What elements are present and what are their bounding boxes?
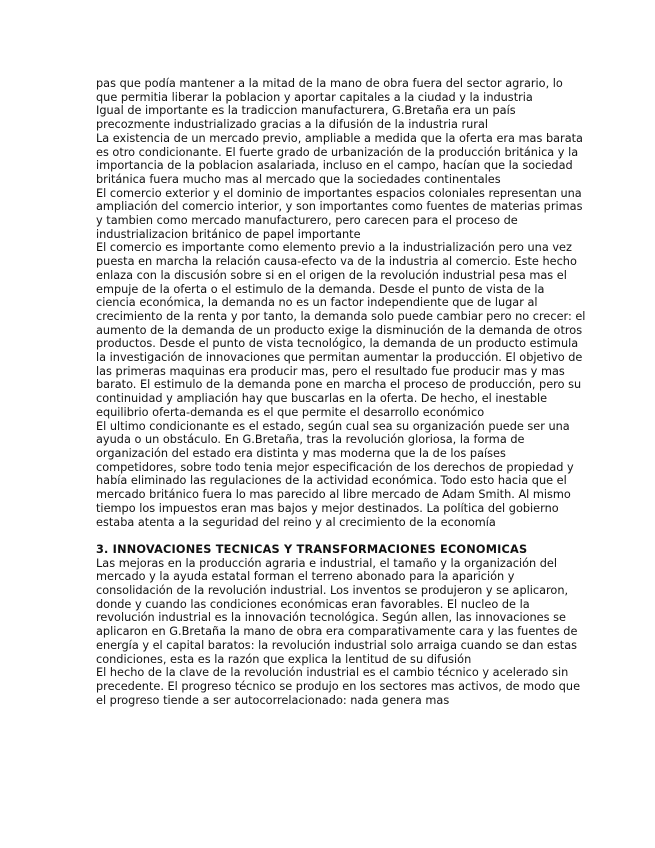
document-page <box>96 77 586 707</box>
paragraph-technical-innovation: Las mejoras en la producción agraria e industrial, el tamaño y la organización del mercado y la ayuda estatal forman el terreno abonado para la aparición y consolidación de la revolución industrial. Los inventos se produjeron y se aplicaron, donde y cuando las condiciones económicas eran favorables. El nucleo de la revolución industrial es la innovación tecnológica. Según allen, las innovaciones se aplicaron en G.Bretaña la mano de obra era comparativamente cara y las fuentes de energía y el capital baratos: la revolución industrial solo arraiga cuando se dan estas condiciones, esta es la razón que explica la lentitud de su difusión <box>96 556 578 666</box>
paragraph-foreign-trade: El comercio exterior y el dominio de importantes espacios coloniales representan una ampliación del comercio interior, y son importantes como fuentes de materias primas y tambien como mercado manufacturero, pero carecen para el proceso de industrializacion británico de papel importante <box>96 186 583 241</box>
paragraph-agrarian-surplus: pas que podía mantener a la mitad de la mano de obra fuera del sector agrario, lo que permitia liberar la poblacion y aportar capitales a la ciudad y la industria <box>96 77 563 104</box>
section-spacer <box>96 529 586 543</box>
section-heading: 3. INNOVACIONES TECNICAS Y TRANSFORMACIONES ECONOMICAS <box>96 542 528 556</box>
paragraph-supply-demand: El comercio es importante como elemento previo a la industrialización pero una vez puesta en marcha la relación causa-efecto va de la industria al comercio. Este hecho enlaza con la discusión sobre si en el origen de la revolución industrial pesa mas el empuje de la oferta o el estimulo de la demanda. Desde el punto de vista de la ciencia económica, la demanda no es un factor independiente que de lugar al crecimiento de la renta y por tanto, la demanda solo puede cambiar pero no crecer: el aumento de la demanda de un producto exige la disminución de la demanda de otros productos. Desde el punto de vista tecnológico, la demanda de un producto estimula la investigación de innovaciones que permitan aumentar la producción. El objetivo de las primeras maquinas era producir mas, pero el resultado fue producir mas y mas barato. El estimulo de la demanda pone en marcha el proceso de producción, pero su continuidad y ampliación hay que buscarlas en la oferta. De hecho, el inestable equilibrio oferta-demanda es el que permite el desarrollo económico <box>96 241 586 419</box>
paragraph-manufacturing-tradition: Igual de importante es la tradiccion manufacturera, G.Bretaña era un país precozmente industrializado gracias a la difusión de la industria rural <box>96 104 516 132</box>
paragraph-technical-change: El hecho de la clave de la revolución industrial es el cambio técnico y acelerado sin precedente. El progreso técnico se produjo en los sectores mas activos, de modo que el progreso tiende a ser autocorrelacionado: nada genera mas <box>96 666 581 707</box>
paragraph-state-role: El ultimo condicionante es el estado, según cual sea su organización puede ser una ayuda o un obstáculo. En G.Bretaña, tras la revolución gloriosa, la forma de organización del estado era distinta y mas moderna que la de los países competidores, sobre todo tenia mejor especificación de los derechos de propiedad y había eliminado las regulaciones de la actividad económica. Todo esto hacia que el mercado británico fuera lo mas parecido al libre mercado de Adam Smith. Al mismo tiempo los impuestos eran mas bajos y mejor destinados. La política del gobierno estaba atenta a la seguridad del reino y al crecimiento de la economía <box>96 419 574 529</box>
paragraph-previous-market: La existencia de un mercado previo, ampliable a medida que la oferta era mas barata es otro condicionante. El fuerte grado de urbanización de la producción británica y la importancia de la poblacion asalariada, incluso en el campo, hacían que la sociedad británica fuera mucho mas al mercado que la sociedades continentales <box>96 131 583 186</box>
